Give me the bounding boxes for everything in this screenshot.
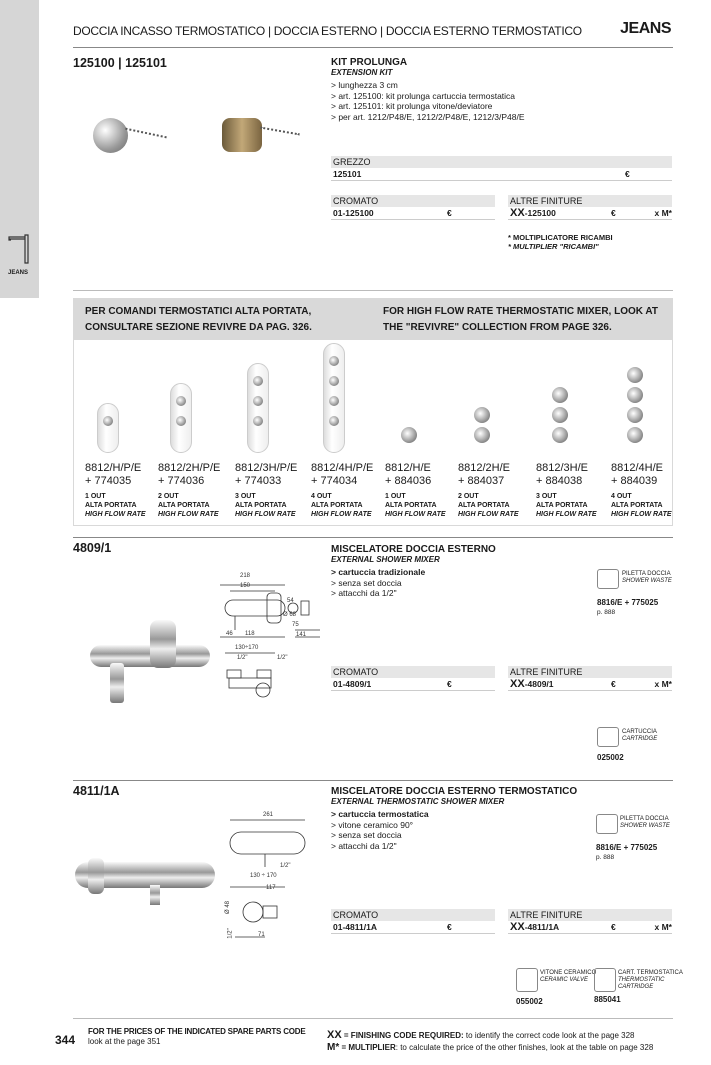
page-reference: p. 888 — [597, 609, 616, 616]
control-out: 1 OUT — [385, 493, 406, 500]
control-cartridge: + 774035 — [85, 475, 132, 487]
control-flow-en: HIGH FLOW RATE — [611, 511, 672, 518]
brand-name: JEANS — [620, 20, 671, 37]
extension-kit-chrome-image — [93, 118, 128, 153]
control-flow-en: HIGH FLOW RATE — [311, 511, 372, 518]
control-item — [158, 462, 220, 519]
feature: > vitone ceramico 90° — [331, 819, 414, 830]
control-flow-en: HIGH FLOW RATE — [158, 511, 219, 518]
product-title: KIT PROLUNGA — [331, 57, 408, 68]
dimension-label: 1/2" — [237, 655, 248, 661]
feature: > lunghezza 3 cm — [331, 80, 398, 90]
price: € — [625, 169, 630, 179]
product-code: 4811/1A — [73, 784, 120, 798]
dimension-label: 54 — [287, 598, 294, 604]
legend-key: XX — [327, 1029, 342, 1041]
control-code: 8812/H/E — [385, 462, 431, 474]
divider — [73, 290, 673, 291]
control-item — [85, 462, 146, 519]
table-header: GREZZO — [331, 156, 672, 168]
control-code: 8812/2H/E — [458, 462, 510, 474]
control-item — [385, 462, 446, 519]
note: * MOLTIPLICATORE RICAMBI — [508, 233, 613, 242]
divider — [73, 47, 673, 48]
control-item — [235, 462, 297, 519]
article-code: -125100 — [524, 208, 556, 218]
control-plate-image — [323, 343, 345, 453]
sidebar-label: JEANS — [8, 270, 29, 276]
dimension-label: 71 — [258, 932, 265, 938]
control-code: 8812/3H/E — [536, 462, 588, 474]
dimension-label: 1/2" — [277, 655, 288, 661]
feature: > attacchi da 1/2" — [331, 840, 397, 851]
control-item — [611, 462, 672, 519]
knob — [103, 416, 113, 426]
dimension-label: 130 ÷ 170 — [250, 873, 277, 879]
accessory-label: CARTUCCIA — [622, 729, 657, 735]
control-out: 4 OUT — [311, 493, 332, 500]
control-flow-en: HIGH FLOW RATE — [536, 511, 597, 518]
table-header: CROMATO — [331, 195, 495, 207]
accessory-label: CART. TERMOSTATICA — [618, 970, 683, 976]
legend-text: to identify the correct code look at the page 328 — [463, 1031, 635, 1040]
legend-label: = FINISHING CODE REQUIRED: — [341, 1031, 464, 1040]
price: € — [447, 922, 452, 932]
table-header: ALTRE FINITURE — [508, 909, 672, 921]
dimension-label: 130÷170 — [235, 645, 259, 651]
control-code: 8812/4H/E — [611, 462, 663, 474]
control-out: 3 OUT — [235, 493, 256, 500]
control-cartridge: + 774034 — [311, 475, 358, 487]
controls-grid — [73, 340, 673, 526]
multiplier: x M* — [654, 208, 672, 218]
accessory-code: 8816/E + 775025 — [596, 843, 658, 852]
control-plate-image — [97, 403, 119, 453]
accessory-label: CARTRIDGE — [622, 736, 658, 742]
control-out: 3 OUT — [536, 493, 557, 500]
knob — [627, 387, 643, 403]
table-header: CROMATO — [331, 909, 495, 921]
divider — [73, 780, 673, 781]
price-table-altre — [508, 666, 672, 691]
accessory-label: PILETTA DOCCIA — [620, 816, 669, 822]
product-code: 4809/1 — [73, 541, 112, 555]
multiplier: x M* — [654, 679, 672, 689]
control-flow-it: ALTA PORTATA — [611, 502, 663, 509]
control-flow-it: ALTA PORTATA — [458, 502, 510, 509]
knob — [253, 376, 263, 386]
knob — [474, 427, 490, 443]
feature: > per art. 1212/P48/E, 1212/2/P48/E, 1212/3/P48/E — [331, 111, 525, 122]
accessory-code: 055002 — [516, 997, 543, 1006]
banner-text-it: PER COMANDI TERMOSTATICI ALTA PORTATA, CONSULTARE SEZIONE REVIVRE DA PAG. 326. — [85, 306, 312, 333]
control-knobs-image — [550, 387, 570, 453]
banner-text-en: FOR HIGH FLOW RATE THERMOSTATIC MIXER, LOOK AT THE "REVIVRE" COLLECTION FROM PAGE 326. — [383, 306, 658, 333]
product-code: 125100 | 125101 — [73, 56, 167, 70]
knob — [627, 407, 643, 423]
note: * MULTIPLIER "RICAMBI" — [508, 242, 599, 251]
accessory-label: THERMOSTATIC — [618, 977, 665, 983]
mixer-outlet — [110, 663, 124, 703]
knob — [627, 367, 643, 383]
control-flow-en: HIGH FLOW RATE — [385, 511, 446, 518]
control-out: 1 OUT — [85, 493, 106, 500]
legend-label: = MULTIPLIER — [339, 1043, 396, 1052]
control-knobs-image — [399, 427, 419, 453]
accessory-code: 885041 — [594, 995, 621, 1004]
finish-code: XX — [510, 678, 525, 690]
table-header: ALTRE FINITURE — [508, 666, 672, 678]
extension-rod — [260, 127, 300, 136]
feature: > attacchi da 1/2" — [331, 588, 397, 598]
knob — [401, 427, 417, 443]
control-item — [311, 462, 373, 519]
control-flow-it: ALTA PORTATA — [235, 502, 287, 509]
price-table-cromato — [331, 195, 495, 220]
price: € — [447, 208, 452, 218]
control-flow-en: HIGH FLOW RATE — [235, 511, 296, 518]
control-code: 8812/H/P/E — [85, 462, 142, 474]
product-subtitle: EXTERNAL SHOWER MIXER — [331, 555, 440, 564]
knob — [253, 396, 263, 406]
cartridge-icon — [597, 727, 619, 747]
article-code: -4811/1A — [524, 922, 560, 932]
table-header: CROMATO — [331, 666, 495, 678]
accessory-label: VITONE CERAMICO — [540, 970, 597, 976]
feature: > senza set doccia — [331, 830, 402, 840]
divider — [73, 537, 673, 538]
shower-waste-icon — [597, 569, 619, 589]
control-item — [536, 462, 597, 519]
extension-rod — [125, 128, 166, 139]
control-out: 2 OUT — [158, 493, 179, 500]
ceramic-valve-icon — [516, 968, 538, 992]
price-table-altre — [508, 195, 672, 220]
control-plate-image — [247, 363, 269, 453]
page-reference: p. 888 — [596, 854, 615, 861]
control-cartridge: + 884036 — [385, 475, 432, 487]
knob — [329, 356, 339, 366]
footer-note: FOR THE PRICES OF THE INDICATED SPARE PARTS CODE — [88, 1027, 306, 1036]
legend-text: : to calculate the price of the other finishes, look at the table on page 328 — [395, 1043, 654, 1052]
price: € — [447, 679, 452, 689]
feature: > art. 125101: kit prolunga vitone/deviatore — [331, 101, 493, 111]
dimension-label: 261 — [263, 812, 274, 818]
control-code: 8812/4H/P/E — [311, 462, 374, 474]
price: € — [611, 208, 616, 218]
knob — [627, 427, 643, 443]
accessory-label: SHOWER WASTE — [622, 578, 672, 584]
control-plate-image — [170, 383, 192, 453]
control-knobs-image — [472, 407, 492, 453]
knob — [552, 387, 568, 403]
faucet-icon — [7, 232, 31, 264]
dimension-label: 75 — [292, 622, 299, 628]
legend-key: M* — [327, 1042, 340, 1053]
feature: > cartuccia tradizionale — [331, 567, 426, 577]
control-cartridge: + 884037 — [458, 475, 505, 487]
control-flow-it: ALTA PORTATA — [536, 502, 588, 509]
accessory-label: CERAMIC VALVE — [540, 977, 589, 983]
article-code: 01-4809/1 — [333, 679, 372, 689]
knob — [552, 427, 568, 443]
control-cartridge: + 774036 — [158, 475, 205, 487]
multiplier: x M* — [654, 922, 672, 932]
control-code: 8812/2H/P/E — [158, 462, 221, 474]
dimension-label: 117 — [266, 885, 276, 891]
product-subtitle: EXTERNAL THERMOSTATIC SHOWER MIXER — [331, 797, 505, 806]
control-item — [458, 462, 519, 519]
price: € — [611, 679, 616, 689]
article-code: -4809/1 — [524, 679, 554, 689]
price-table-grezzo — [331, 156, 672, 181]
dimension-label: 1/2" — [280, 863, 291, 869]
accessory-label: SHOWER WASTE — [620, 823, 670, 829]
control-cartridge: + 774033 — [235, 475, 282, 487]
knob — [474, 407, 490, 423]
divider — [73, 1018, 673, 1019]
price-table-altre — [508, 909, 672, 934]
mixer-knob — [88, 858, 104, 894]
accessory-code: 025002 — [597, 753, 624, 762]
knob — [329, 396, 339, 406]
control-out: 2 OUT — [458, 493, 479, 500]
finish-code: XX — [510, 921, 525, 933]
article-code: 01-4811/1A — [333, 922, 377, 932]
product-subtitle: EXTENSION KIT — [331, 68, 393, 77]
info-banner — [73, 298, 673, 340]
control-cartridge: + 884039 — [611, 475, 658, 487]
price: € — [611, 922, 616, 932]
footer-note: look at the page 351 — [88, 1037, 161, 1046]
control-out: 4 OUT — [611, 493, 632, 500]
mixer-outlet — [150, 885, 160, 905]
control-flow-en: HIGH FLOW RATE — [85, 511, 146, 518]
article-code: 125101 — [333, 169, 362, 179]
accessory-code: 8816/E + 775025 — [597, 598, 659, 607]
knob — [329, 376, 339, 386]
thermostatic-cartridge-icon — [594, 968, 616, 992]
control-code: 8812/3H/P/E — [235, 462, 298, 474]
knob — [176, 396, 186, 406]
dimension-label: 141 — [296, 632, 307, 638]
control-flow-it: ALTA PORTATA — [158, 502, 210, 509]
product-title: MISCELATORE DOCCIA ESTERNO TERMOSTATICO — [331, 786, 578, 797]
page-title: DOCCIA INCASSO TERMOSTATICO | DOCCIA ESTERNO | DOCCIA ESTERNO TERMOSTATICO — [73, 24, 582, 38]
dimension-label: 46 — [226, 631, 233, 637]
shower-waste-icon — [596, 814, 618, 834]
control-flow-it: ALTA PORTATA — [311, 502, 363, 509]
price-table-cromato — [331, 666, 495, 691]
dimension-label: Ø 68 — [283, 612, 297, 618]
article-code: 01-125100 — [333, 208, 374, 218]
dimension-label: Ø 48 — [225, 900, 232, 915]
knob — [253, 416, 263, 426]
control-flow-en: HIGH FLOW RATE — [458, 511, 519, 518]
knob — [552, 407, 568, 423]
price-table-cromato — [331, 909, 495, 934]
dimension-label: 150 — [240, 583, 251, 589]
feature: > senza set doccia — [331, 577, 402, 588]
accessory-label: CARTRIDGE — [618, 984, 654, 990]
product-title: MISCELATORE DOCCIA ESTERNO — [331, 544, 496, 555]
knob — [176, 416, 186, 426]
page-number: 344 — [55, 1033, 76, 1047]
mixer-lever — [150, 620, 176, 668]
control-flow-it: ALTA PORTATA — [85, 502, 137, 509]
feature: > art. 125100: kit prolunga cartuccia termostatica — [331, 90, 516, 101]
control-cartridge: + 884038 — [536, 475, 583, 487]
feature: > cartuccia termostatica — [331, 809, 429, 819]
dimension-label: 1/2" — [227, 928, 234, 939]
dimension-label: 118 — [245, 631, 255, 637]
control-knobs-image — [625, 367, 645, 453]
finish-code: XX — [510, 207, 525, 219]
sidebar-tab — [0, 0, 39, 298]
knob — [329, 416, 339, 426]
accessory-label: PILETTA DOCCIA — [622, 571, 671, 577]
dimension-label: 218 — [240, 573, 251, 579]
table-header: ALTRE FINITURE — [508, 195, 672, 207]
control-flow-it: ALTA PORTATA — [385, 502, 437, 509]
extension-kit-brass-image — [222, 118, 262, 152]
